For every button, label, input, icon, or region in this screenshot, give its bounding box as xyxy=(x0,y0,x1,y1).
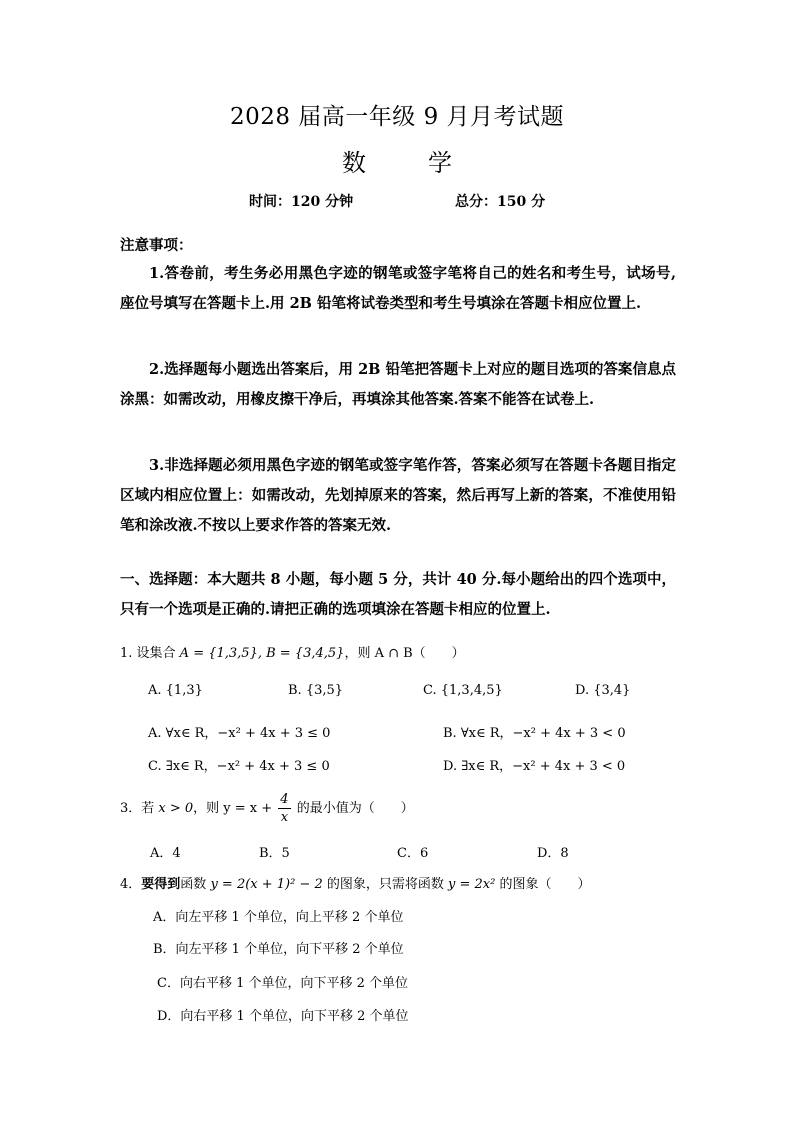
q1-option-c: C. {1,3,4,5} xyxy=(423,683,503,698)
q3-condition: x > 0 xyxy=(158,801,194,816)
subject-char-2: 学 xyxy=(428,149,452,177)
question-3 xyxy=(120,791,414,826)
q4-bold-lead: 要得到 xyxy=(141,877,181,892)
question-4 xyxy=(120,873,591,892)
q3-fraction-numerator: 4 xyxy=(280,792,289,807)
notice-heading: 注意事项： xyxy=(120,237,193,254)
q1-sets: A = {1,3,5}, B = {3,4,5} xyxy=(179,646,345,661)
q1-prefix: 1. 设集合 xyxy=(120,646,180,661)
q3-option-d: D．8 xyxy=(537,846,569,861)
q1-suffix: ，则 A ∩ B（ ） xyxy=(344,646,465,661)
notice-item-3: 3.非选择题必须用黑色字迹的钢笔或签字笔作答，答案必须写在答题卡各题目指定区域内相应位置上：如需改动，先划掉原来的答案，然后再写上新的答案，不准使用铅笔和涂改液.不按以上要求作答的答案无效. xyxy=(120,457,676,534)
question-1 xyxy=(120,642,465,661)
section-1-instructions: 一、选择题：本大题共 8 小题，每小题 5 分，共计 40 分.每小题给出的四个选项中，只有一个选项是正确的.请把正确的选项填涂在答题卡相应的位置上. xyxy=(120,571,676,618)
q2-option-b: B. ∀x∈ R，−x² + 4x + 3 < 0 xyxy=(443,726,626,741)
q4-text-3: 的图象（ ） xyxy=(495,877,591,892)
q3-suffix: 的最小值为（ ） xyxy=(292,801,414,816)
notice-item-2: 2.选择题每小题选出答案后，用 2B 铅笔把答题卡上对应的题目选项的答案信息点涂黑：如需改动，用橡皮擦干净后，再填涂其他答案.答案不能答在试卷上. xyxy=(120,361,676,408)
q2-option-d: D. ∃x∈ R，−x² + 4x + 3 < 0 xyxy=(443,759,626,774)
q3-mid: ，则 y = x + xyxy=(193,801,277,816)
exam-title: 2028 届高一年级 9 月月考试题 xyxy=(229,104,565,130)
q4-text-2: 的图象，只需将函数 xyxy=(322,877,449,892)
q4-option-d: D．向右平移 1 个单位，向下平移 2 个单位 xyxy=(157,1009,409,1024)
q4-option-c: C．向右平移 1 个单位，向下平移 2 个单位 xyxy=(157,976,409,991)
q2-option-a: A. ∀x∈ R，−x² + 4x + 3 ≤ 0 xyxy=(148,726,331,741)
subject-heading xyxy=(0,143,794,178)
q3-option-b: B．5 xyxy=(259,846,290,861)
q4-function-2: y = 2x² xyxy=(448,877,496,892)
q4-option-a: A．向左平移 1 个单位，向上平移 2 个单位 xyxy=(153,910,404,925)
q1-option-a: A. {1,3} xyxy=(148,683,203,698)
q3-fraction xyxy=(278,791,290,826)
exam-time: 时间：120 分钟 xyxy=(249,194,354,210)
q3-option-a: A．4 xyxy=(150,846,181,861)
q1-option-b: B. {3,5} xyxy=(288,683,344,698)
q4-function-1: y = 2(x + 1)² − 2 xyxy=(210,877,323,892)
q3-option-c: C．6 xyxy=(397,846,429,861)
q4-option-b: B．向左平移 1 个单位，向下平移 2 个单位 xyxy=(153,942,404,957)
subject-char-1: 数 xyxy=(342,149,366,177)
q3-prefix: 3．若 xyxy=(120,801,159,816)
q3-fraction-denominator: x xyxy=(280,810,289,825)
q4-number: 4． xyxy=(120,877,142,892)
q1-option-d: D. {3,4} xyxy=(575,683,631,698)
q4-text-1: 函数 xyxy=(180,877,211,892)
exam-total-score: 总分：150 分 xyxy=(455,194,546,210)
notice-item-1: 1.答卷前，考生务必用黑色字迹的钢笔或签字笔将自己的姓名和考生号，试场号,座位号填写在答题卡上.用 2B 铅笔将试卷类型和考生号填涂在答题卡相应位置上. xyxy=(120,265,676,312)
q2-option-c: C. ∃x∈ R，−x² + 4x + 3 ≤ 0 xyxy=(148,759,330,774)
